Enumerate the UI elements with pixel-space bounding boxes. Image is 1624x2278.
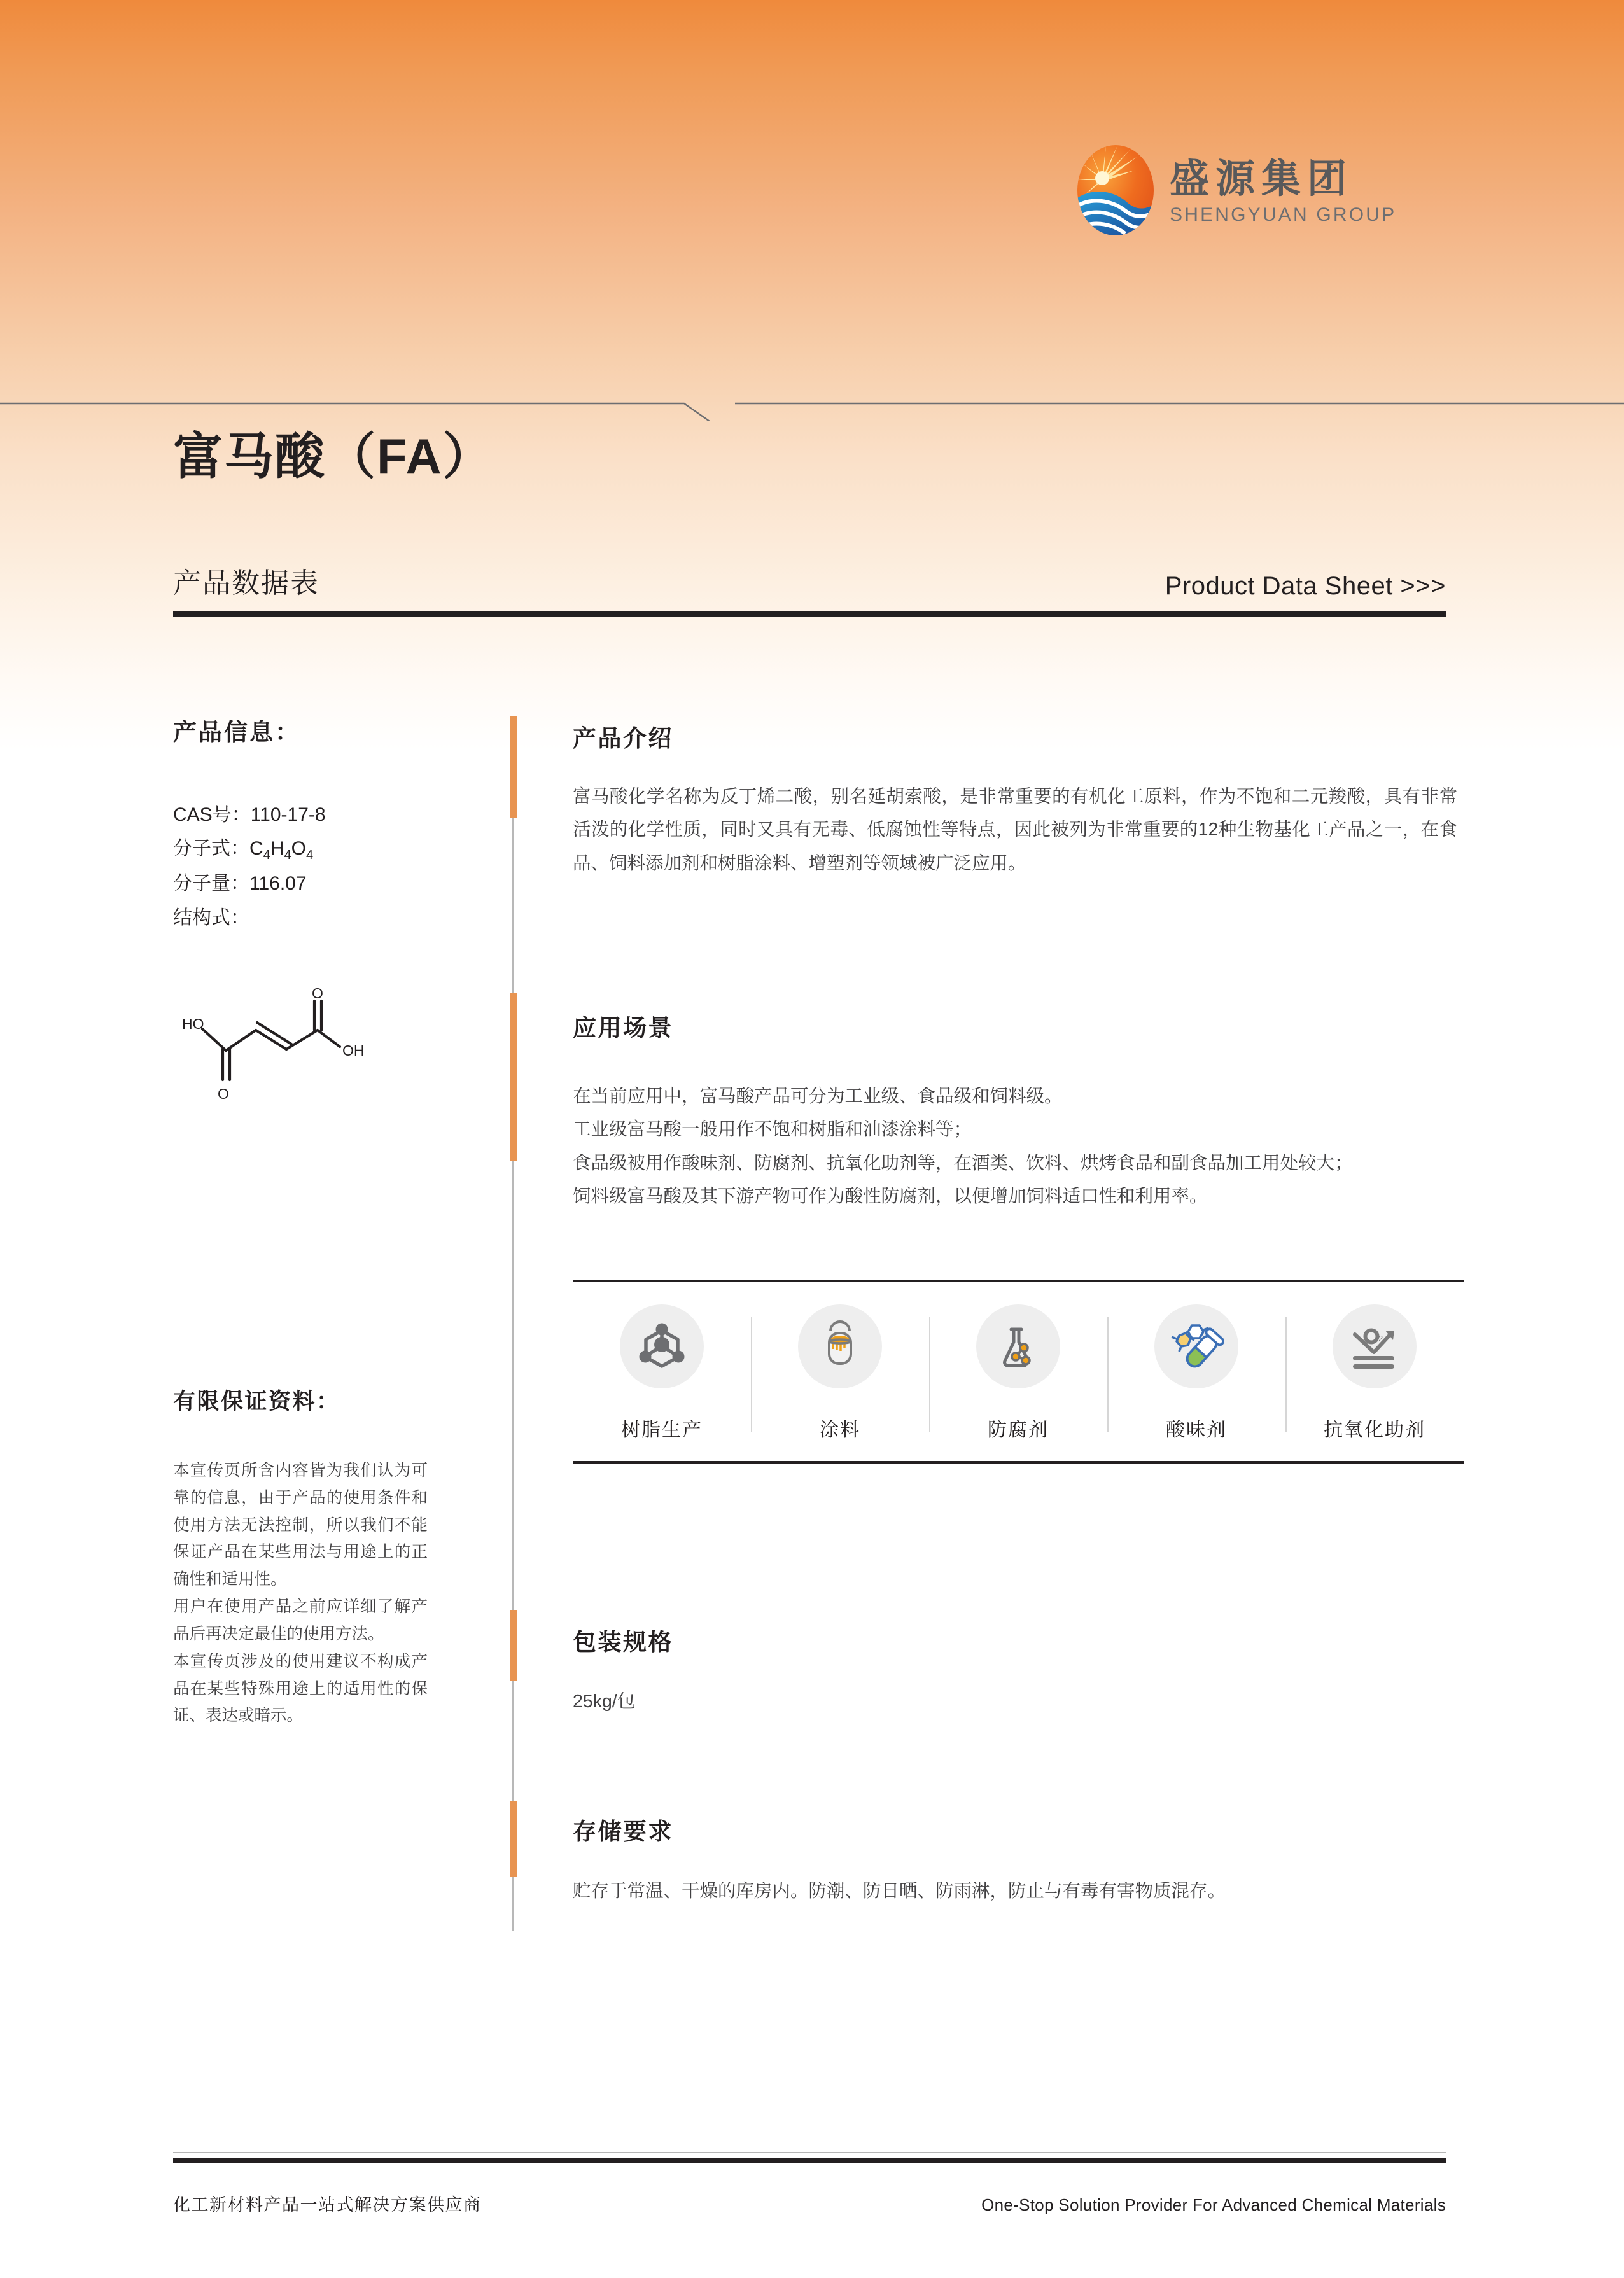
formula-o-count: 4 xyxy=(305,848,314,863)
svg-text:2: 2 xyxy=(1378,1334,1383,1343)
storage-heading: 存储要求 xyxy=(573,1819,673,1845)
application-item-resin[interactable] xyxy=(573,1304,751,1442)
formula-c: C xyxy=(249,838,263,860)
applications-body xyxy=(573,1080,1457,1213)
application-line: 饲料级富马酸及其下游产物可作为酸性防腐剂，以便增加饲料适口性和利用率。 xyxy=(573,1186,1208,1207)
logo-chinese-name: 盛源集团 xyxy=(1170,157,1354,202)
sunrise-wave-oval-logo-icon xyxy=(1075,143,1156,237)
icon-strip-bottom-rule xyxy=(573,1461,1464,1464)
structure-label: 结构式： xyxy=(173,907,249,928)
atom-label-o-right: O xyxy=(312,985,323,1002)
warranty-paragraph: 本宣传页所含内容皆为我们认为可靠的信息，由于产品的使用条件和使用方法无法控制，所以我们不能保证产品在某些用法与用途上的正确性和适用性。 xyxy=(173,1462,428,1589)
company-logo xyxy=(1075,143,1396,237)
atom-label-oh-right: OH xyxy=(342,1042,365,1059)
weight-value: 116.07 xyxy=(249,873,307,895)
page-title: 富马酸（FA） xyxy=(173,428,494,484)
icon-row xyxy=(573,1282,1464,1461)
accent-tick-intro xyxy=(510,716,517,818)
application-label: 抗氧化助剂 xyxy=(1324,1420,1425,1441)
footer-tagline-english: One-Stop Solution Provider For Advanced Chemical Materials xyxy=(981,2195,1446,2214)
header-gradient-band xyxy=(0,0,1624,751)
formula-h-count: 4 xyxy=(284,848,291,863)
oxygen-barrier-icon xyxy=(1333,1304,1417,1388)
warranty-paragraph: 本宣传页涉及的使用建议不构成产品在某些特殊用途上的适用性的保证、表达或暗示。 xyxy=(173,1652,428,1725)
application-label: 涂料 xyxy=(820,1420,860,1441)
application-item-coating[interactable] xyxy=(751,1304,929,1442)
title-underline-rule xyxy=(173,611,1446,617)
formula-c-count: 4 xyxy=(263,848,270,863)
flask-molecule-icon xyxy=(976,1304,1060,1388)
accent-tick-packaging xyxy=(510,1610,517,1681)
cas-value: 110-17-8 xyxy=(250,804,326,825)
formula-h: H xyxy=(270,838,284,860)
warranty-heading: 有限保证资料： xyxy=(173,1389,340,1414)
footer-thick-rule xyxy=(173,2158,1446,2163)
warranty-text xyxy=(173,1457,428,1729)
application-item-preservative[interactable] xyxy=(929,1304,1107,1442)
footer xyxy=(173,2191,1446,2216)
logo-wordmark xyxy=(1170,155,1396,225)
cas-row xyxy=(173,798,466,832)
application-item-acidulant[interactable] xyxy=(1107,1304,1285,1442)
product-info-block xyxy=(173,713,466,935)
doc-type-english: Product Data Sheet >>> xyxy=(1165,572,1446,600)
formula-label: 分子式： xyxy=(173,838,249,860)
application-label: 防腐剂 xyxy=(988,1420,1049,1441)
application-label: 酸味剂 xyxy=(1166,1420,1227,1441)
paint-bucket-icon xyxy=(798,1304,882,1388)
application-label: 树脂生产 xyxy=(621,1420,703,1441)
intro-heading: 产品介绍 xyxy=(573,725,673,751)
doc-type-row xyxy=(173,560,1446,601)
molecule-resin-icon xyxy=(620,1304,704,1388)
packaging-body: 25kg/包 xyxy=(573,1691,636,1712)
storage-body: 贮存于常温、干燥的库房内。防潮、防日晒、防雨淋，防止与有毒有害物质混存。 xyxy=(573,1881,1226,1901)
product-info-list xyxy=(173,798,466,935)
applications-section xyxy=(573,1009,1464,1213)
application-line: 工业级富马酸一般用作不饱和树脂和油漆涂料等； xyxy=(573,1119,972,1140)
logo-english-name: SHENGYUAN GROUP xyxy=(1170,204,1397,225)
atom-label-o-left: O xyxy=(218,1086,229,1102)
application-line: 食品级被用作酸味剂、防腐剂、抗氧化助剂等，在酒类、饮料、烘烤食品和副食品加工用处较大； xyxy=(573,1152,1353,1173)
test-tube-molecule-icon xyxy=(1154,1304,1238,1388)
packaging-section xyxy=(573,1623,1464,1718)
doc-type-chinese: 产品数据表 xyxy=(173,568,319,599)
footer-tagline-chinese: 化工新材料产品一站式解决方案供应商 xyxy=(173,2195,482,2214)
warranty-paragraph: 用户在使用产品之前应详细了解产品后再决定最佳的使用方法。 xyxy=(173,1598,428,1643)
cas-label: CAS号： xyxy=(173,804,251,825)
column-divider xyxy=(512,719,514,1931)
intro-section xyxy=(573,719,1464,880)
fumaric-acid-skeletal-formula-icon xyxy=(167,983,383,1120)
application-icon-strip xyxy=(573,1280,1464,1464)
footer-thin-rule xyxy=(173,2152,1446,2153)
accent-tick-storage xyxy=(510,1801,517,1877)
application-line: 在当前应用中，富马酸产品可分为工业级、食品级和饲料级。 xyxy=(573,1086,1063,1107)
intro-body: 富马酸化学名称为反丁烯二酸，别名延胡索酸，是非常重要的有机化工原料，作为不饱和二元羧酸，具有非常活泼的化学性质，同时又具有无毒、低腐蚀性等特点，因此被列为非常重要的12种生物基化工产品之一，在食品、饲料添加剂和树脂涂料、增塑剂等领域被广泛应用。 xyxy=(573,786,1457,874)
storage-section xyxy=(573,1812,1464,1908)
weight-label: 分子量： xyxy=(173,873,249,895)
accent-tick-applications xyxy=(510,993,517,1161)
atom-label-ho-left: HO xyxy=(182,1016,204,1032)
applications-heading: 应用场景 xyxy=(573,1015,673,1041)
molecular-weight-row xyxy=(173,867,466,900)
packaging-heading: 包装规格 xyxy=(573,1629,673,1655)
product-info-heading: 产品信息： xyxy=(173,719,300,745)
formula-row xyxy=(173,832,466,867)
application-item-antioxidant[interactable] xyxy=(1285,1304,1464,1442)
formula-o: O xyxy=(291,838,306,860)
